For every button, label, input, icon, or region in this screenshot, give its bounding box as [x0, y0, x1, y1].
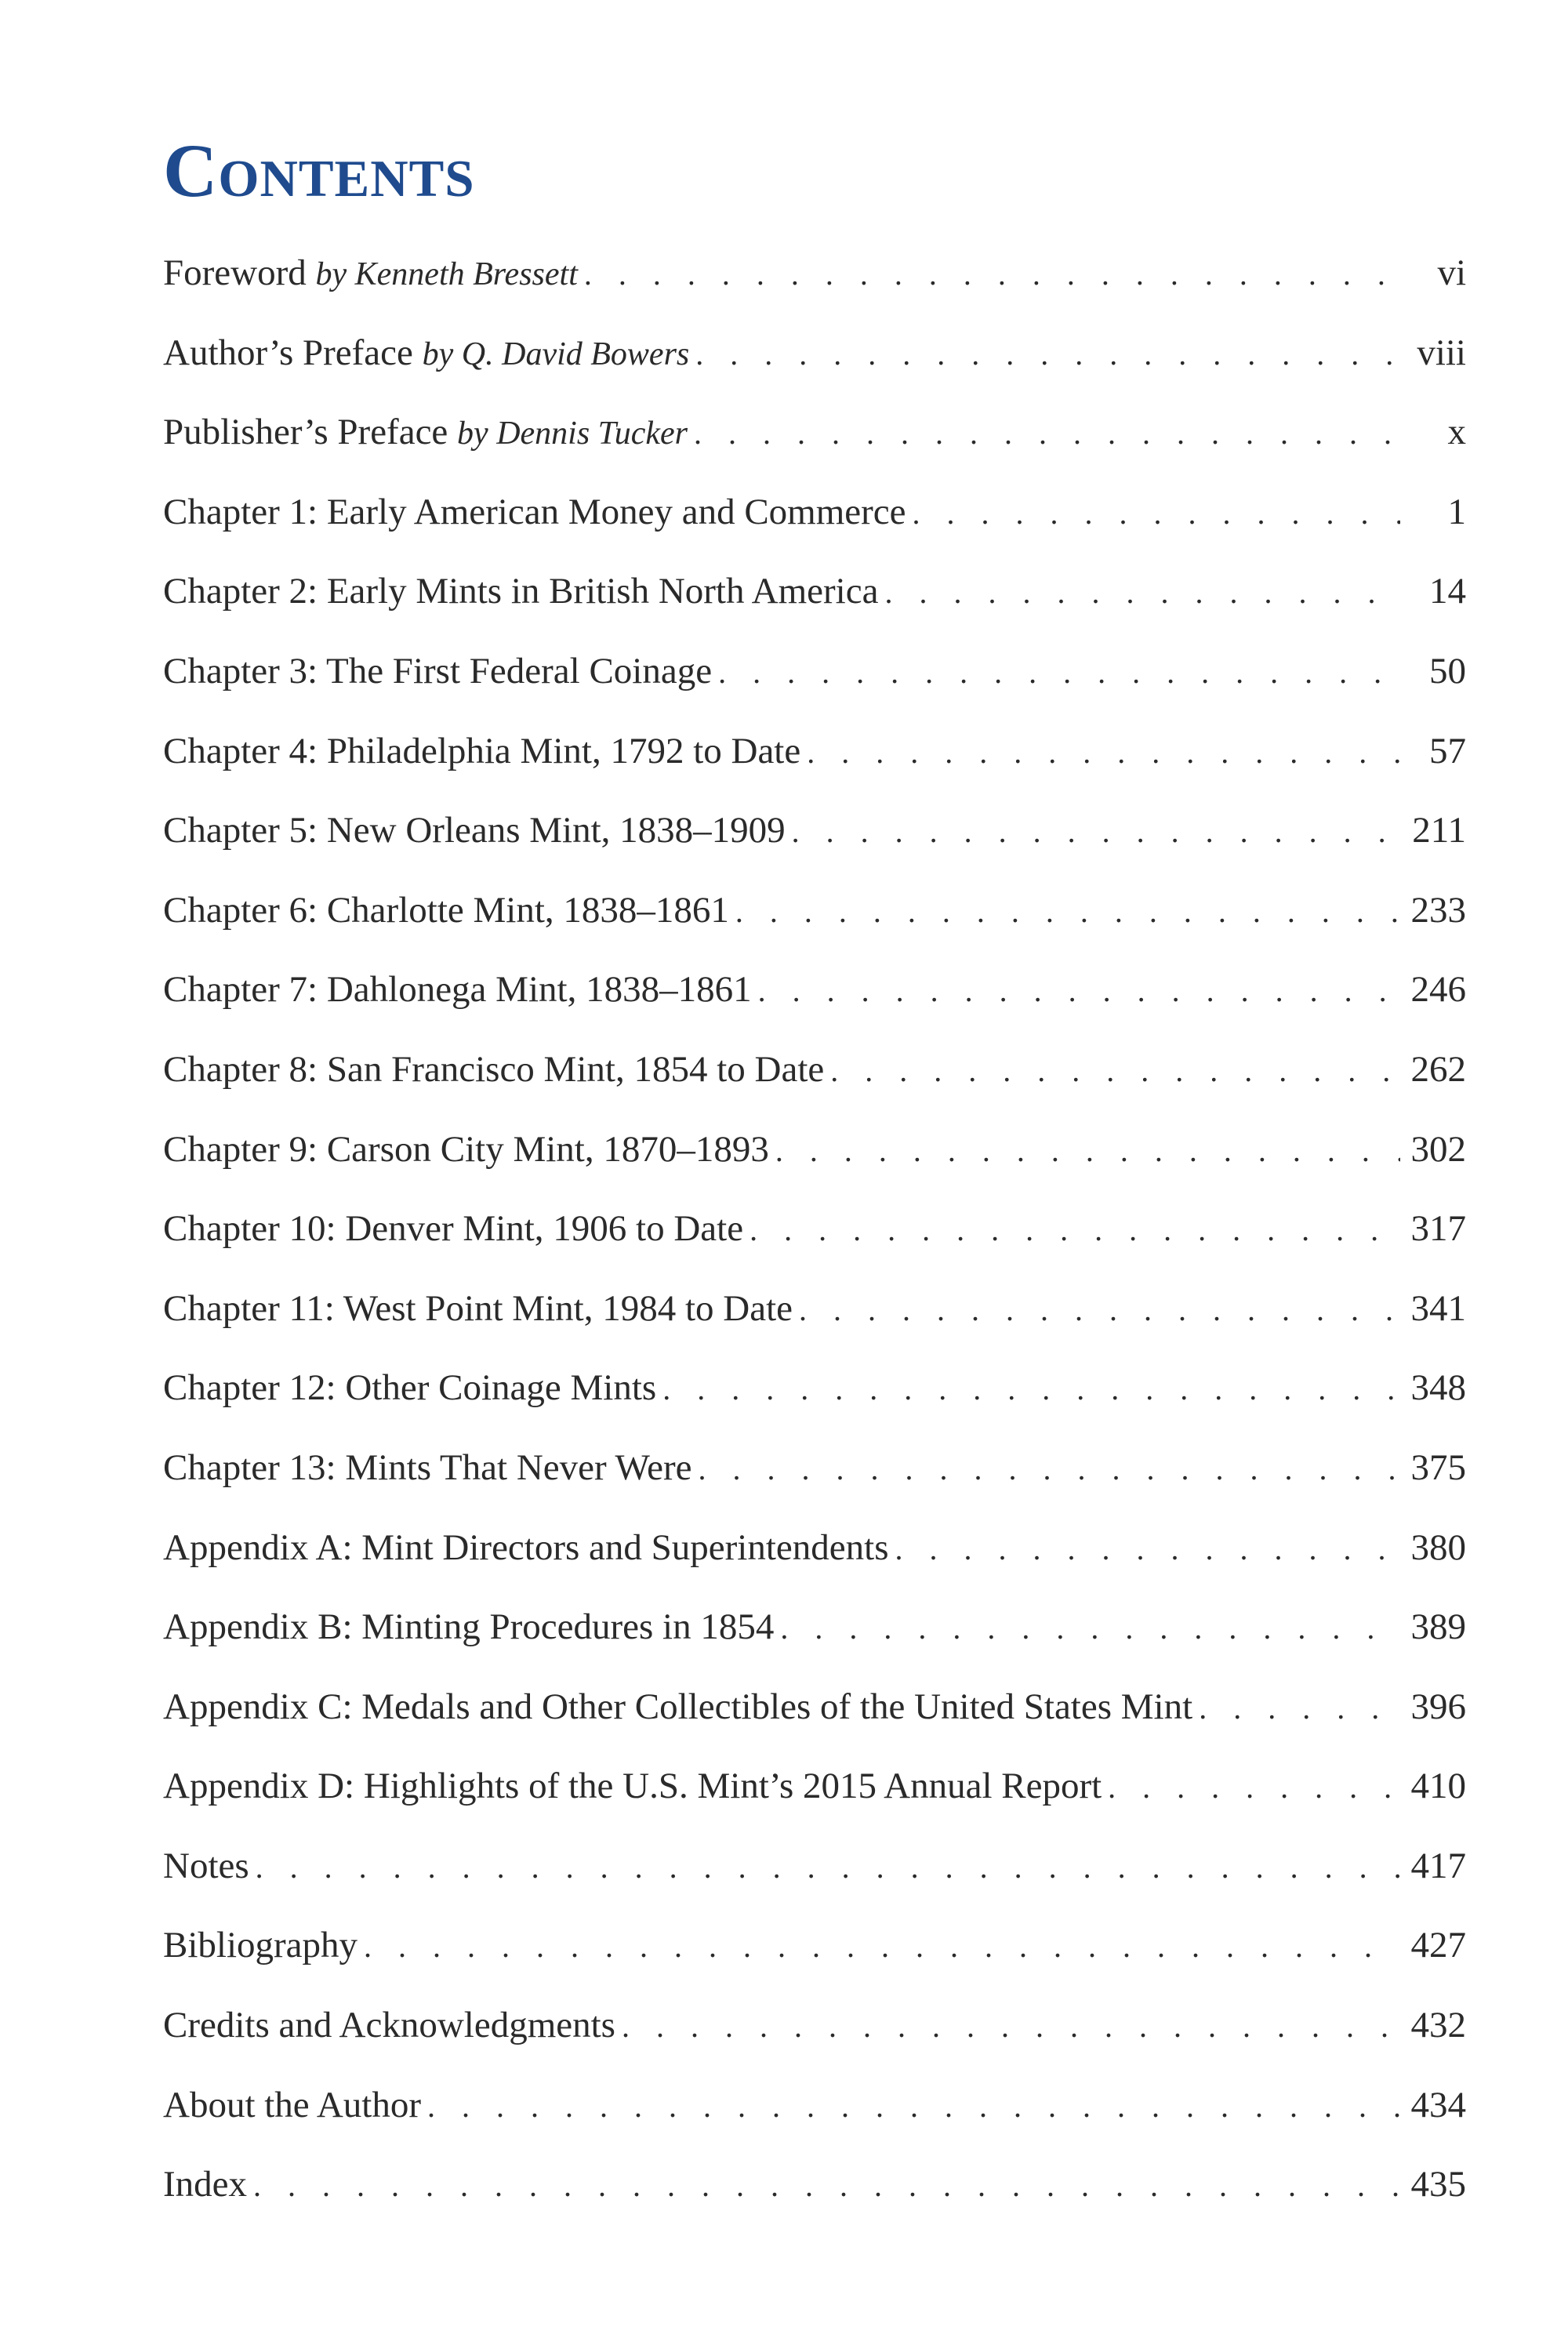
toc-entry[interactable]: [163, 812, 1466, 892]
toc-entry-title: Chapter 3: The First Federal Coinage: [163, 650, 713, 691]
toc-entry-title: Chapter 7: Dahlonega Mint, 1838–1861: [163, 969, 752, 1011]
toc-entry-title: Chapter 8: San Francisco Mint, 1854 to Date: [163, 1048, 825, 1090]
toc-entry[interactable]: [163, 1210, 1466, 1290]
toc-entry-page-number: 432: [1410, 2005, 1466, 2046]
toc-entry-title: About the Author: [163, 2084, 421, 2125]
dot-leader: [427, 2091, 1400, 2122]
dot-leader: [718, 657, 1400, 688]
dot-leader: [584, 259, 1400, 290]
toc-entry-page-number: 246: [1410, 969, 1466, 1011]
toc-entry-title: Publisher’s Preface by Dennis Tucker: [163, 412, 688, 453]
toc-entry[interactable]: [163, 1048, 1466, 1131]
toc-entry-page-number: 317: [1410, 1208, 1466, 1250]
toc-entry-title: Chapter 2: Early Mints in British North America: [163, 571, 879, 612]
toc-entry-title: Appendix B: Minting Procedures in 1854: [163, 1606, 775, 1648]
toc-entry-byline: by Q. David Bowers: [422, 336, 690, 372]
dot-leader: [256, 1852, 1400, 1883]
dot-leader: [694, 418, 1400, 449]
toc-entry[interactable]: [163, 2007, 1466, 2087]
toc-entry-title: Chapter 13: Mints That Never Were: [163, 1446, 692, 1488]
toc-entry-title: Foreword by Kenneth Bressett: [163, 252, 578, 293]
dot-leader: [253, 2170, 1399, 2201]
toc-entry-title: Appendix C: Medals and Other Collectibles of the United States Mint: [163, 1686, 1193, 1727]
toc-entry-title: Appendix D: Highlights of the U.S. Mint’s 2015 Annual Report: [163, 1766, 1102, 1807]
toc-entry[interactable]: [163, 1128, 1466, 1211]
toc-entry-title: Credits and Acknowledgments: [163, 2005, 615, 2046]
dot-leader: [792, 816, 1400, 848]
page-title: Contents: [163, 129, 475, 212]
toc-entry-title: Chapter 6: Charlotte Mint, 1838–1861: [163, 889, 729, 931]
dot-leader: [775, 1135, 1400, 1167]
toc-entry-page-number: x: [1447, 412, 1466, 453]
toc-entry[interactable]: [163, 1526, 1466, 1610]
toc-entry[interactable]: [163, 491, 1466, 574]
toc-entry-title: Bibliography: [163, 1925, 358, 1966]
toc-entry-page-number: 434: [1410, 2084, 1466, 2125]
toc-entry-title: Appendix A: Mint Directors and Superintendents: [163, 1526, 889, 1568]
toc-entry[interactable]: [163, 889, 1466, 972]
toc-entry[interactable]: [163, 1287, 1466, 1370]
toc-entry[interactable]: [163, 730, 1466, 813]
toc-entry-page-number: 1: [1447, 491, 1466, 532]
toc-entry-page-number: 211: [1412, 810, 1466, 851]
toc-entry[interactable]: [163, 414, 1466, 494]
dot-leader: [695, 339, 1400, 370]
toc-entry-page-number: 14: [1429, 571, 1466, 612]
toc-entry[interactable]: [163, 1446, 1466, 1530]
toc-entry[interactable]: [163, 2166, 1466, 2246]
toc-entry-page-number: 50: [1429, 650, 1466, 691]
toc-entry-title: Chapter 1: Early American Money and Commerce: [163, 491, 906, 532]
toc-entry[interactable]: [163, 252, 1466, 335]
toc-entry-page-number: 417: [1410, 1845, 1466, 1886]
toc-entry[interactable]: [163, 650, 1466, 733]
dot-leader: [364, 1931, 1399, 1962]
toc-entry-title: Chapter 9: Carson City Mint, 1870–1893: [163, 1128, 769, 1170]
toc-entry[interactable]: [163, 1768, 1466, 1848]
toc-entry-page-number: 380: [1410, 1526, 1466, 1568]
dot-leader: [758, 975, 1400, 1007]
toc-entry-page-number: 57: [1429, 730, 1466, 771]
dot-leader: [1199, 1693, 1399, 1724]
dot-leader: [662, 1374, 1399, 1405]
toc-entry[interactable]: [163, 1927, 1466, 2007]
toc-entry-page-number: 348: [1410, 1367, 1466, 1409]
toc-entry[interactable]: [163, 971, 1466, 1051]
table-of-contents: [163, 252, 1466, 2246]
dot-leader: [807, 737, 1400, 768]
toc-entry[interactable]: [163, 2084, 1466, 2167]
toc-entry-title: Chapter 4: Philadelphia Mint, 1792 to Date: [163, 730, 801, 771]
toc-entry[interactable]: [163, 1606, 1466, 1689]
dot-leader: [780, 1613, 1399, 1644]
toc-entry-page-number: 410: [1410, 1766, 1466, 1807]
dot-leader: [735, 896, 1400, 927]
toc-entry[interactable]: [163, 1367, 1466, 1450]
toc-entry-title: Index: [163, 2164, 248, 2205]
toc-entry-title: Author’s Preface by Q. David Bowers: [163, 332, 690, 373]
toc-entry-title: Notes: [163, 1845, 249, 1886]
toc-entry-title: Chapter 5: New Orleans Mint, 1838–1909: [163, 810, 786, 851]
dot-leader: [750, 1214, 1399, 1246]
toc-entry-page-number: 427: [1410, 1925, 1466, 1966]
toc-entry-byline: by Kenneth Bressett: [315, 256, 578, 292]
toc-entry-page-number: 389: [1410, 1606, 1466, 1648]
dot-leader: [895, 1534, 1400, 1565]
dot-leader: [699, 1454, 1400, 1485]
dot-leader: [884, 577, 1400, 608]
toc-entry-page-number: viii: [1417, 332, 1466, 373]
toc-entry-page-number: 375: [1410, 1446, 1466, 1488]
dot-leader: [1108, 1772, 1399, 1803]
toc-entry-page-number: 341: [1410, 1287, 1466, 1329]
toc-entry-title: Chapter 11: West Point Mint, 1984 to Date: [163, 1287, 793, 1329]
toc-entry-byline: by Dennis Tucker: [457, 416, 688, 452]
toc-entry-page-number: 233: [1410, 889, 1466, 931]
toc-entry-page-number: 302: [1410, 1128, 1466, 1170]
toc-entry-page-number: 435: [1410, 2164, 1466, 2205]
toc-entry-page-number: 262: [1410, 1048, 1466, 1090]
toc-entry[interactable]: [163, 1845, 1466, 1928]
toc-entry-page-number: vi: [1437, 252, 1466, 293]
dot-leader: [622, 2011, 1400, 2042]
toc-entry-title: Chapter 12: Other Coinage Mints: [163, 1367, 657, 1409]
dot-leader: [799, 1294, 1400, 1326]
toc-entry-title: Chapter 10: Denver Mint, 1906 to Date: [163, 1208, 744, 1250]
dot-leader: [830, 1055, 1399, 1087]
toc-entry-page-number: 396: [1410, 1686, 1466, 1727]
dot-leader: [913, 498, 1400, 529]
toc-entry[interactable]: [163, 1686, 1466, 1769]
toc-entry[interactable]: [163, 573, 1466, 653]
toc-entry[interactable]: [163, 332, 1466, 415]
